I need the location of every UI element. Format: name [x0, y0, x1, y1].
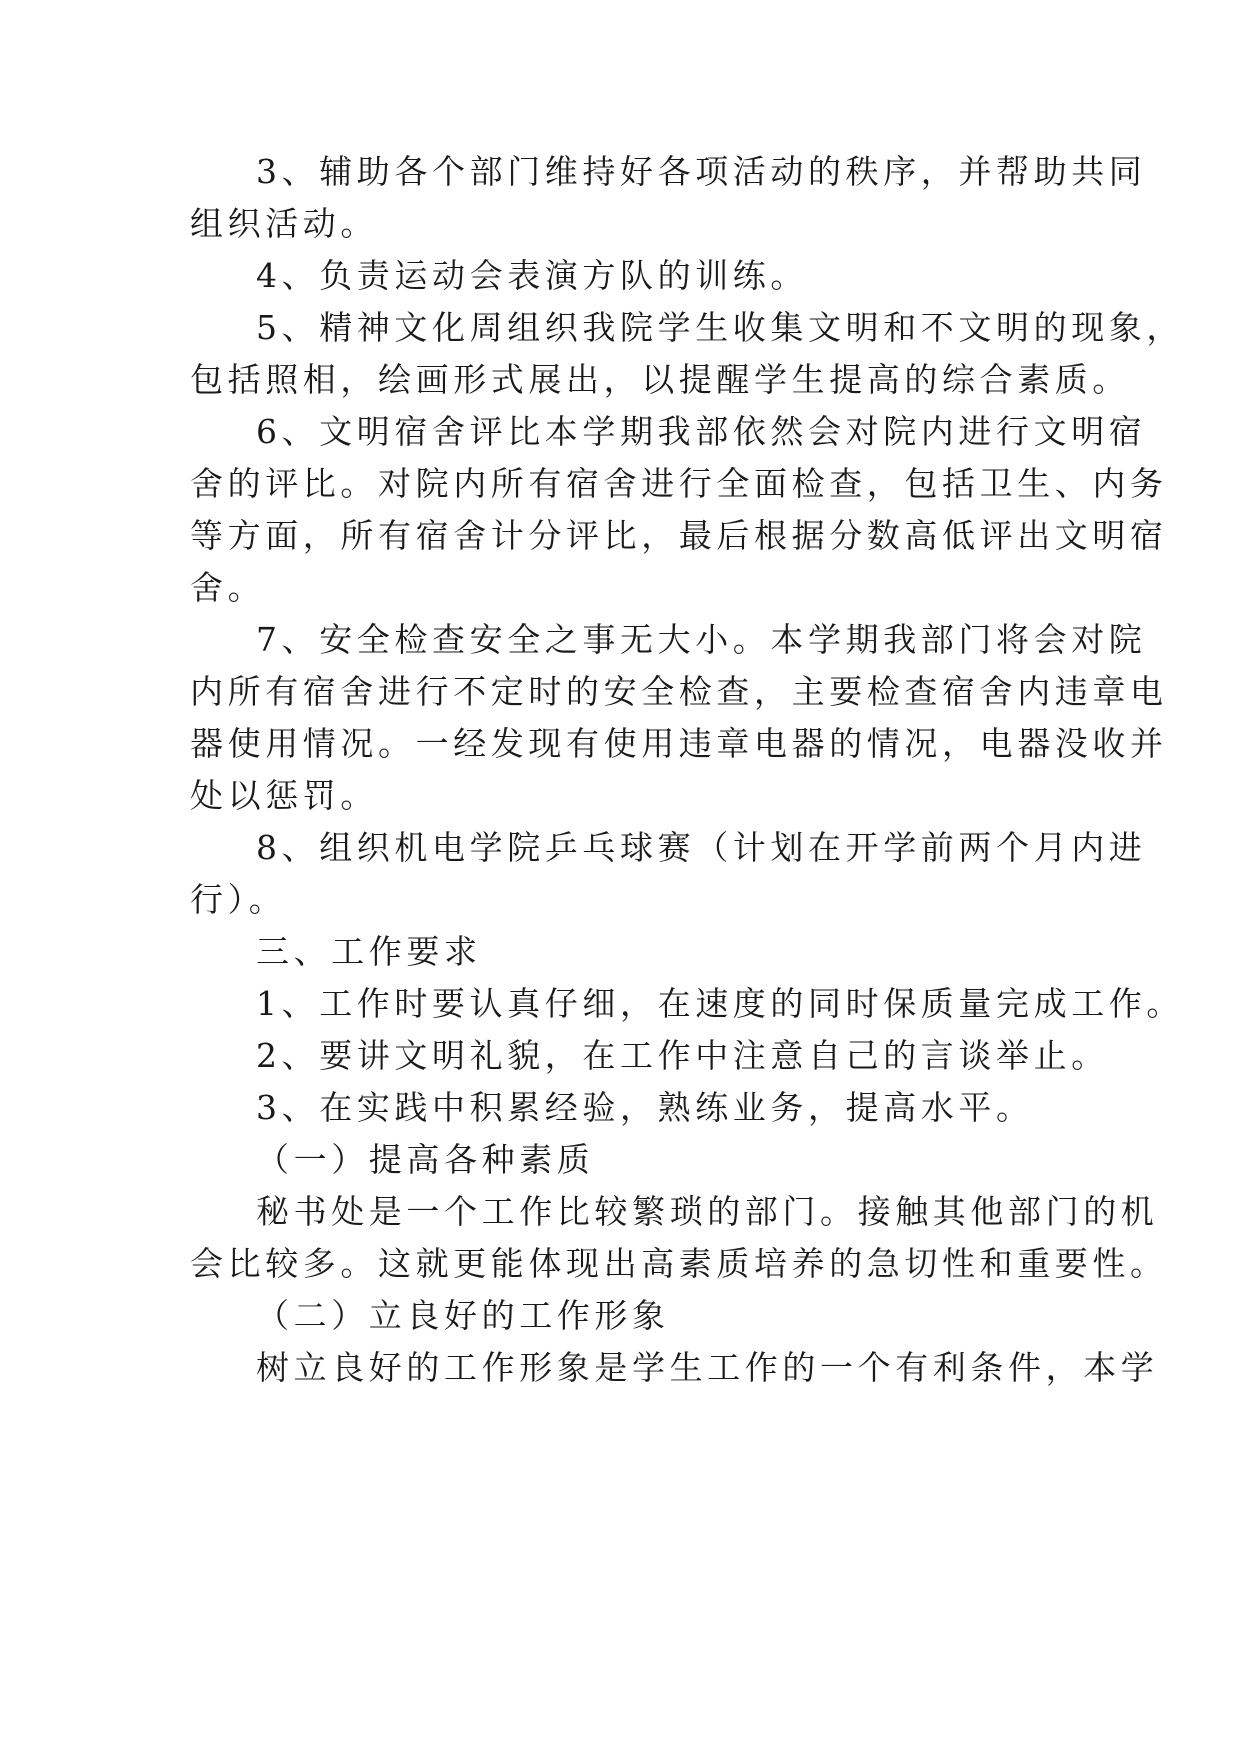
paragraph-line: 舍。 — [190, 568, 266, 607]
paragraph-line: 行）。 — [190, 880, 287, 919]
section-heading: 三、工作要求 — [256, 932, 482, 971]
paragraph-line: 3、辅助各个部门维持好各项活动的秩序，并帮助共同 — [256, 152, 1147, 191]
paragraph-line: 等方面，所有宿舍计分评比，最后根据分数高低评出文明宿 — [190, 516, 1168, 555]
paragraph-line: 8、组织机电学院乒乓球赛（计划在开学前两个月内进 — [256, 828, 1147, 867]
subsection-heading: （二）立良好的工作形象 — [256, 1296, 670, 1335]
paragraph-line: 会比较多。这就更能体现出高素质培养的急切性和重要性。 — [190, 1244, 1168, 1283]
paragraph-line: 内所有宿舍进行不定时的安全检查，主要检查宿舍内违章电 — [190, 672, 1168, 711]
paragraph-line: 1、工作时要认真仔细，在速度的同时保质量完成工作。 — [256, 984, 1184, 1023]
paragraph-line: 4、负责运动会表演方队的训练。 — [256, 256, 808, 295]
paragraph-line: 5、精神文化周组织我院学生收集文明和不文明的现象， — [256, 308, 1184, 347]
paragraph-line: 7、安全检查安全之事无大小。本学期我部门将会对院 — [256, 620, 1147, 659]
paragraph-line: 组织活动。 — [190, 204, 378, 243]
subsection-heading: （一）提高各种素质 — [256, 1140, 595, 1179]
paragraph-line: 2、要讲文明礼貌，在工作中注意自己的言谈举止。 — [256, 1036, 1109, 1075]
paragraph-line: 处以惩罚。 — [190, 776, 378, 815]
paragraph-line: 树立良好的工作形象是学生工作的一个有利条件，本学 — [256, 1348, 1159, 1387]
paragraph-line: 6、文明宿舍评比本学期我部依然会对院内进行文明宿 — [256, 412, 1147, 451]
paragraph-line: 包括照相，绘画形式展出，以提醒学生提高的综合素质。 — [190, 360, 1130, 399]
paragraph-line: 器使用情况。一经发现有使用违章电器的情况，电器没收并 — [190, 724, 1168, 763]
paragraph-line: 舍的评比。对院内所有宿舍进行全面检查，包括卫生、内务 — [190, 464, 1168, 503]
paragraph-line: 秘书处是一个工作比较繁琐的部门。接触其他部门的机 — [256, 1192, 1159, 1231]
paragraph-line: 3、在实践中积累经验，熟练业务，提高水平。 — [256, 1088, 1034, 1127]
